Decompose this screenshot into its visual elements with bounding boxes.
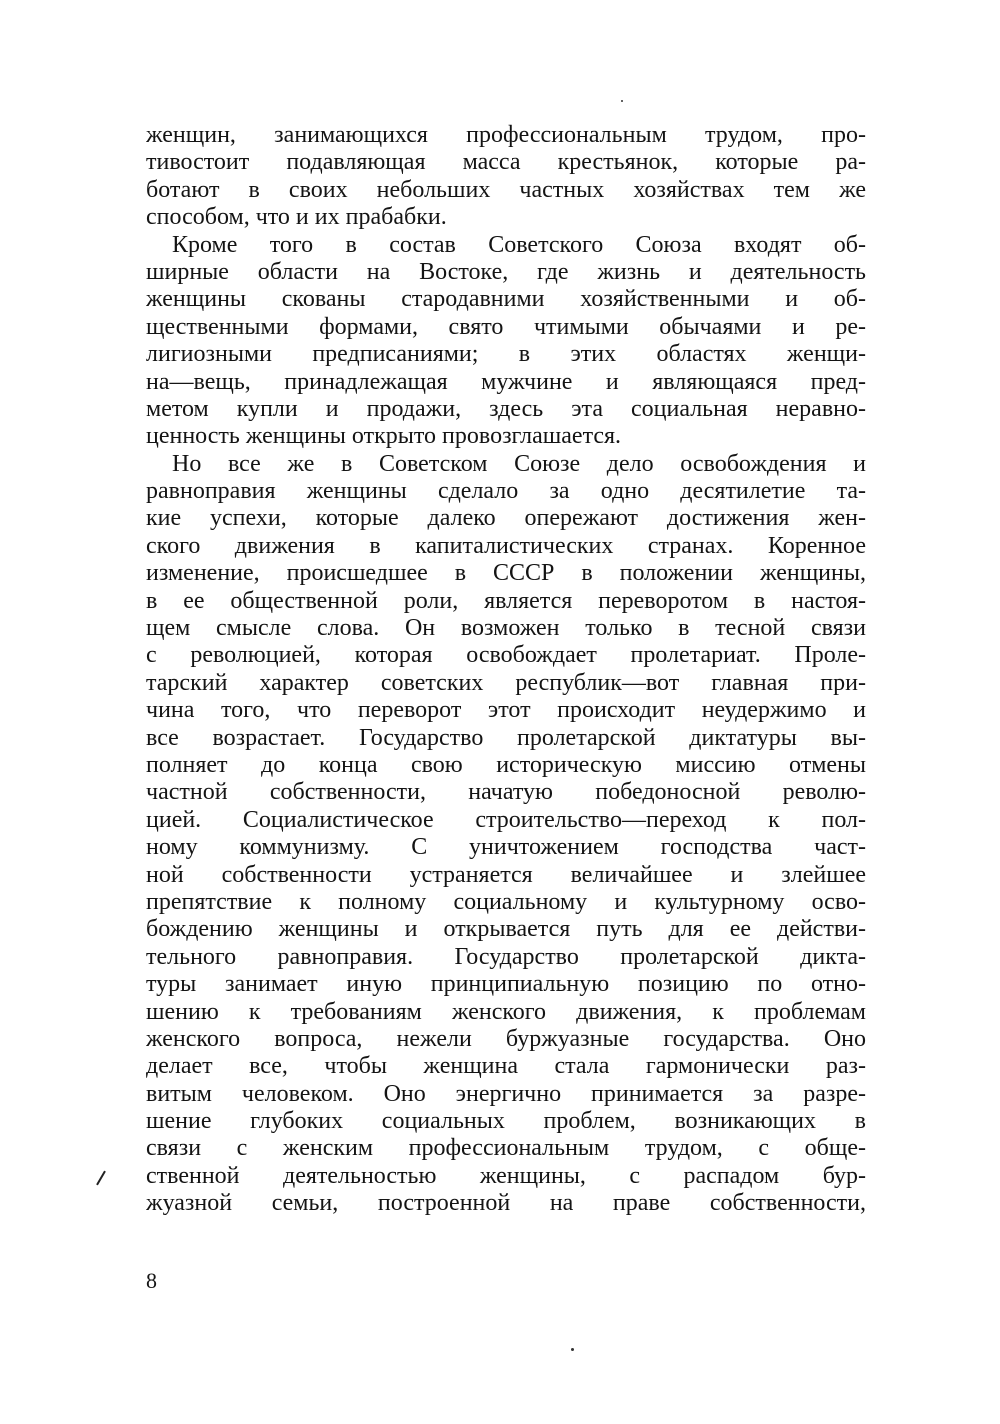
scan-mark (96, 1171, 106, 1186)
text-line: в ее общественной роли, является переворотом в настоя- (146, 587, 866, 614)
text-line: ботают в своих небольших частных хозяйствах тем же (146, 176, 866, 203)
text-line: связи с женским профессиональным трудом, с обще- (146, 1135, 866, 1162)
text-line: бождению женщины и открывается путь для ее действи- (146, 916, 866, 943)
text-line: Кроме того в состав Советского Союза входят об- (172, 231, 866, 258)
text-line: на—вещь, принадлежащая мужчине и являющаяся пред- (146, 368, 866, 395)
text-line: ского движения в капиталистических странах. Коренное (146, 532, 866, 559)
text-line: препятствие к полному социальному и культурному осво- (146, 888, 866, 915)
text-line: туры занимает иную принципиальную позицию по отно- (146, 971, 866, 998)
text-line: лигиозными предписаниями; в этих областях женщи- (146, 341, 866, 368)
text-line: шению к требованиям женского движения, к проблемам (146, 998, 866, 1025)
text-line: Но все же в Советском Союзе дело освобождения и (172, 450, 866, 477)
text-line: частной собственности, начатую победоносной револю- (146, 779, 866, 806)
body-text (146, 122, 866, 1218)
text-line: тельного равноправия. Государство пролетарской дикта- (146, 943, 866, 970)
text-line: ственной деятельностью женщины, с распадом бур- (146, 1162, 866, 1189)
text-line: изменение, происшедшее в СССР в положении женщины, (146, 560, 866, 587)
text-line: жуазной семьи, построенной на праве собственности, (146, 1190, 866, 1217)
text-line: витым человеком. Оно энергично принимается за разре- (146, 1080, 866, 1107)
text-line: чина того, что переворот этот происходит неудержимо и (146, 697, 866, 724)
text-line: равноправия женщины сделало за одно десятилетие та- (146, 478, 866, 505)
text-line: с революцией, которая освобождает пролетариат. Проле- (146, 642, 866, 669)
scan-speck (571, 1348, 574, 1351)
text-line: тарский характер советских республик—вот главная при- (146, 669, 866, 696)
text-line: делает все, чтобы женщина стала гармонически раз- (146, 1053, 866, 1080)
page-number: 8 (146, 1268, 157, 1293)
text-line: женщин, занимающихся профессиональным трудом, про- (146, 122, 866, 148)
text-line: женщины скованы стародавними хозяйственными и об- (146, 286, 866, 313)
text-line: ному коммунизму. С уничтожением господства част- (146, 834, 866, 861)
text-line: кие успехи, которые далеко опережают достижения жен- (146, 505, 866, 532)
text-line: ценность женщины открыто провозглашается. (146, 423, 622, 450)
text-line: шение глубоких социальных проблем, возникающих в (146, 1108, 866, 1135)
text-line: ной собственности устраняется величайшее и злейшее (146, 861, 866, 888)
text-line: способом, что и их прабабки. (146, 204, 447, 231)
scan-speck (621, 100, 623, 102)
text-line: ширные области на Востоке, где жизнь и деятельность (146, 258, 866, 285)
text-line: метом купли и продажи, здесь эта социальная неравно- (146, 395, 866, 422)
text-line: женского вопроса, нежели буржуазные государства. Оно (146, 1025, 866, 1052)
text-line: щественными формами, свято чтимыми обычаями и ре- (146, 313, 866, 340)
text-line: щем смысле слова. Он возможен только в тесной связи (146, 615, 866, 642)
text-line: все возрастает. Государство пролетарской диктатуры вы- (146, 724, 866, 751)
text-line: полняет до конца свою историческую миссию отмены (146, 751, 866, 778)
text-line: цией. Социалистическое строительство—переход к пол- (146, 806, 866, 833)
text-line: тивостоит подавляющая масса крестьянок, которые ра- (146, 149, 866, 176)
